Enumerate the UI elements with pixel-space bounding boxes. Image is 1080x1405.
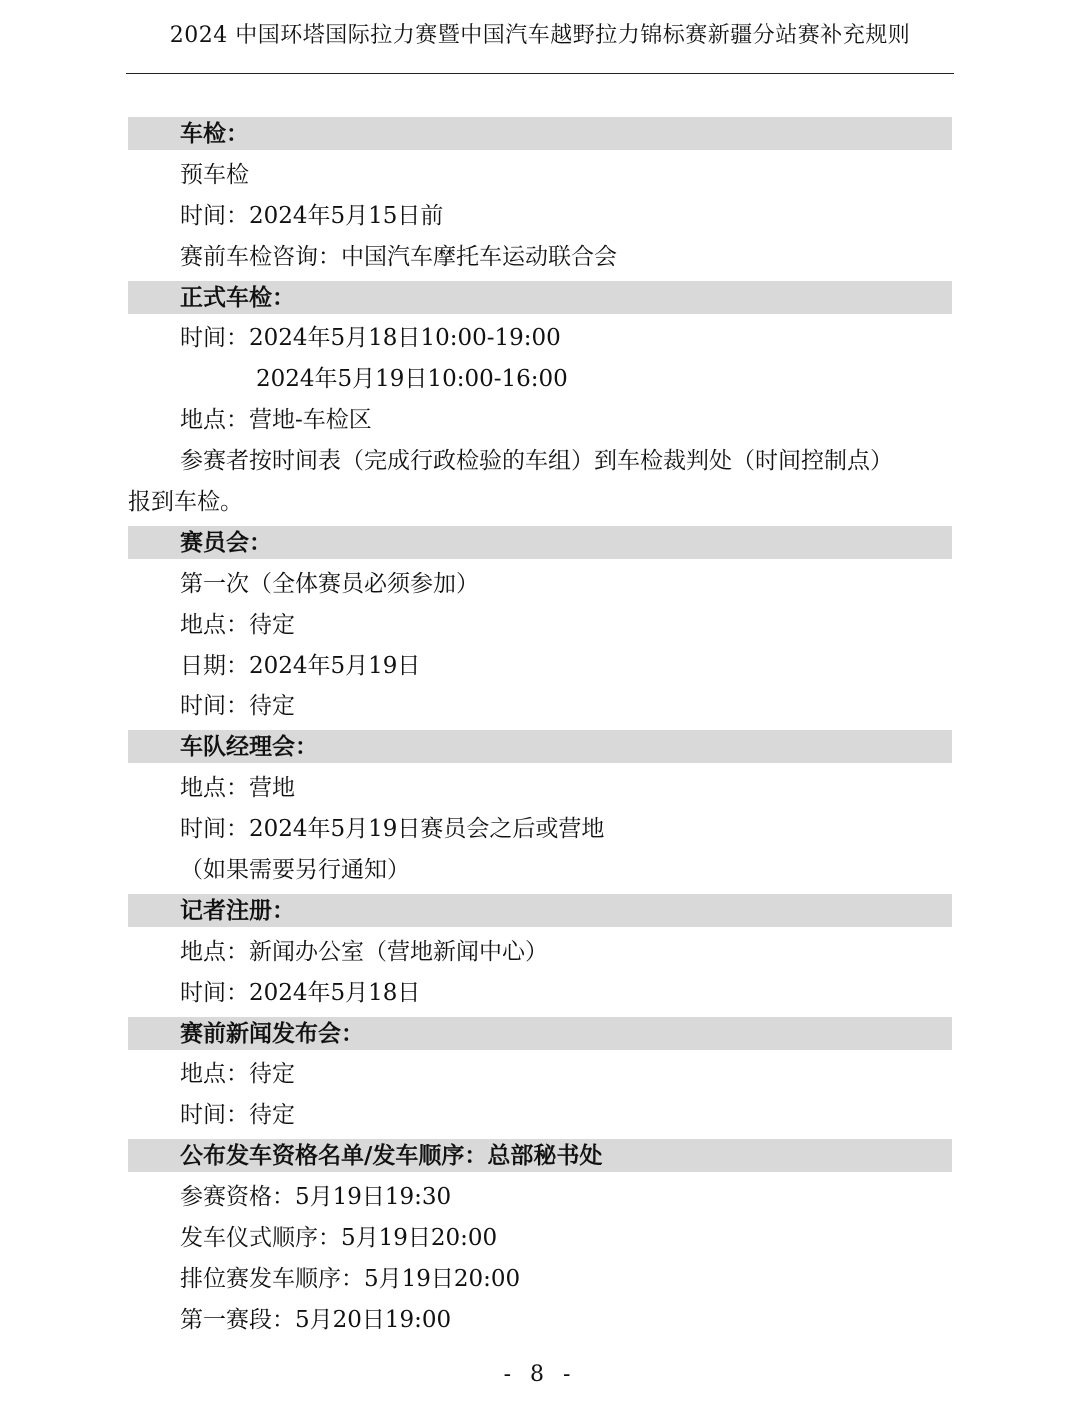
text-line: 时间：2024年5月18日 [180, 979, 421, 1006]
paragraph-line-continued: 报到车检。 [128, 489, 243, 516]
text-line: 时间：待定 [180, 693, 295, 720]
text-line: 日期：2024年5月19日 [180, 652, 421, 679]
text-line: 第一次（全体赛员必须参加） [180, 570, 479, 597]
header-divider [126, 73, 954, 74]
text-line: 时间：2024年5月19日赛员会之后或营地 [180, 816, 605, 843]
document-body [128, 114, 952, 1341]
text-line: 时间：2024年5月18日10:00-19:00 [180, 325, 561, 352]
section-heading-formal-inspection: 正式车检： [128, 281, 952, 314]
text-line: 排位赛发车顺序：5月19日20:00 [180, 1265, 521, 1292]
section-heading-press-registration: 记者注册： [128, 894, 952, 927]
text-line: 赛前车检咨询：中国汽车摩托车运动联合会 [180, 243, 617, 270]
text-line: 第一赛段：5月20日19:00 [180, 1306, 452, 1333]
page-number: - 8 - [503, 1362, 577, 1387]
text-line: 参赛资格：5月19日19:30 [180, 1184, 452, 1211]
section-heading-press-conference: 赛前新闻发布会： [128, 1017, 952, 1050]
text-line: 地点：新闻办公室（营地新闻中心） [180, 938, 548, 965]
text-line: 地点：待定 [180, 1061, 295, 1088]
text-line: 地点：营地-车检区 [180, 407, 372, 434]
text-line: 2024年5月19日10:00-16:00 [256, 366, 568, 393]
text-line: 地点：待定 [180, 611, 295, 638]
section-heading-drivers-briefing: 赛员会： [128, 526, 952, 559]
page-header-title: 2024 中国环塔国际拉力赛暨中国汽车越野拉力锦标赛新疆分站赛补充规则 [169, 23, 911, 48]
text-line: （如果需要另行通知） [180, 857, 410, 884]
text-line: 时间：2024年5月15日前 [180, 202, 444, 229]
paragraph-line: 参赛者按时间表（完成行政检验的车组）到车检裁判处（时间控制点） [180, 448, 893, 475]
text-line: 地点：营地 [180, 775, 295, 802]
section-heading-vehicle-inspection: 车检： [128, 117, 952, 150]
text-line: 预车检 [180, 161, 249, 188]
section-heading-team-managers-meeting: 车队经理会： [128, 730, 952, 763]
text-line: 时间：待定 [180, 1102, 295, 1129]
section-heading-start-list: 公布发车资格名单/发车顺序：总部秘书处 [128, 1139, 952, 1172]
text-line: 发车仪式顺序：5月19日20:00 [180, 1225, 498, 1252]
